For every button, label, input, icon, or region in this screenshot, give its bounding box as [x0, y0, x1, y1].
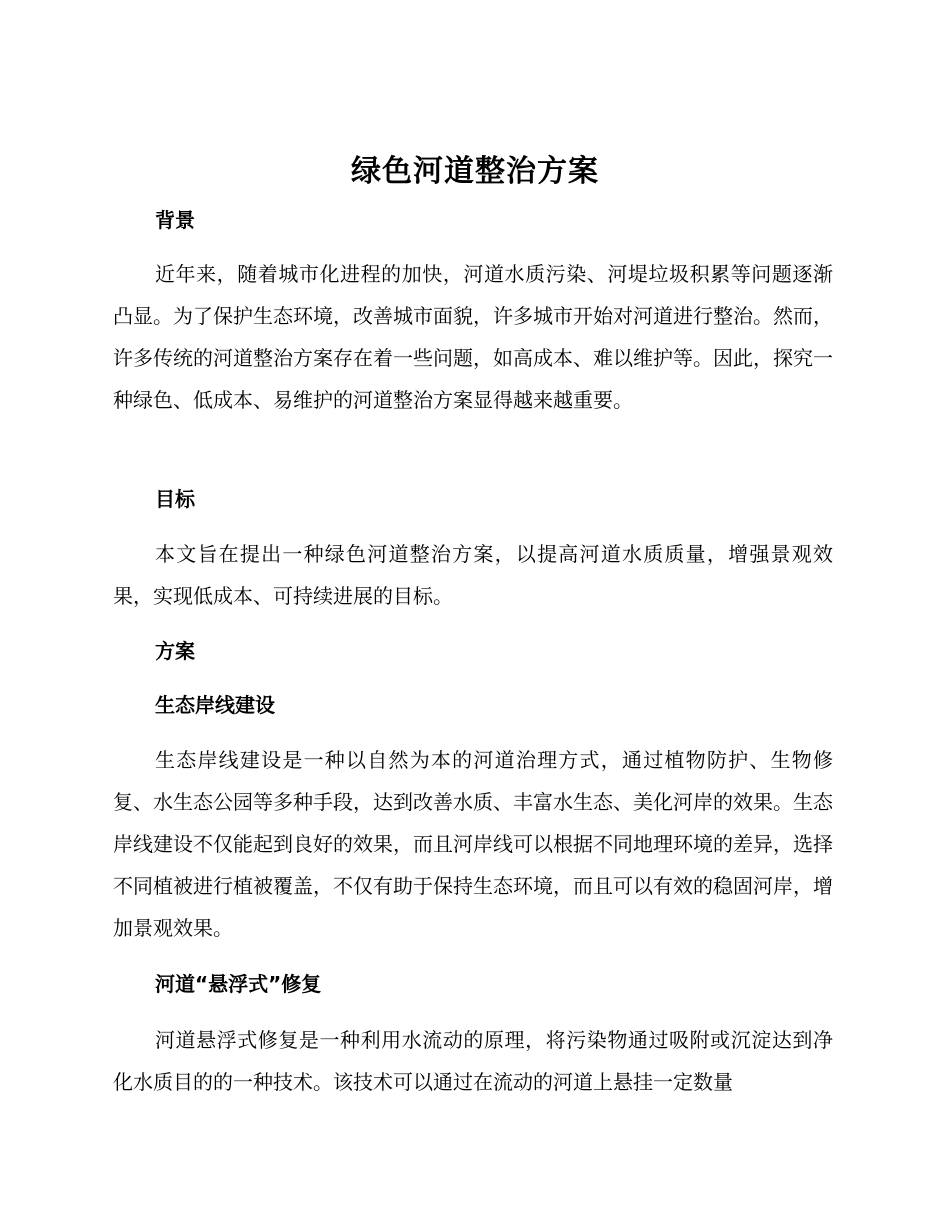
- section-heading-goal: 目标: [155, 487, 195, 511]
- section-heading-eco-shoreline: 生态岸线建设: [155, 693, 275, 717]
- section-heading-suspended-repair: 河道“悬浮式”修复: [155, 972, 322, 996]
- section-paragraph-background: 近年来，随着城市化进程的加快，河道水质污染、河堤垃圾积累等问题逐渐凸显。为了保护生态环境，改善城市面貌，许多城市开始对河道进行整治。然而，许多传统的河道整治方案存在着一些问题，如高成本、难以维护等。因此，探究一种绿色、低成本、易维护的河道整治方案显得越来越重要。: [113, 262, 833, 412]
- section-paragraph-goal: 本文旨在提出一种绿色河道整治方案，以提高河道水质质量，增强景观效果，实现低成本、可持续进展的目标。: [113, 542, 833, 608]
- section-paragraph-eco-shoreline: 生态岸线建设是一种以自然为本的河道治理方式，通过植物防护、生物修复、水生态公园等多种手段，达到改善水质、丰富水生态、美化河岸的效果。生态岸线建设不仅能起到良好的效果，而且河岸线可以根据不同地理环境的差异，选择不同植被进行植被覆盖，不仅有助于保持生态环境，而且可以有效的稳固河岸，增加景观效果。: [113, 748, 833, 940]
- document-title: 绿色河道整治方案: [351, 154, 599, 189]
- section-heading-background: 背景: [155, 208, 195, 232]
- section-paragraph-suspended-repair: 河道悬浮式修复是一种利用水流动的原理，将污染物通过吸附或沉淀达到净化水质目的的一种技术。该技术可以通过在流动的河道上悬挂一定数量: [113, 1028, 833, 1094]
- section-heading-plan: 方案: [155, 639, 195, 663]
